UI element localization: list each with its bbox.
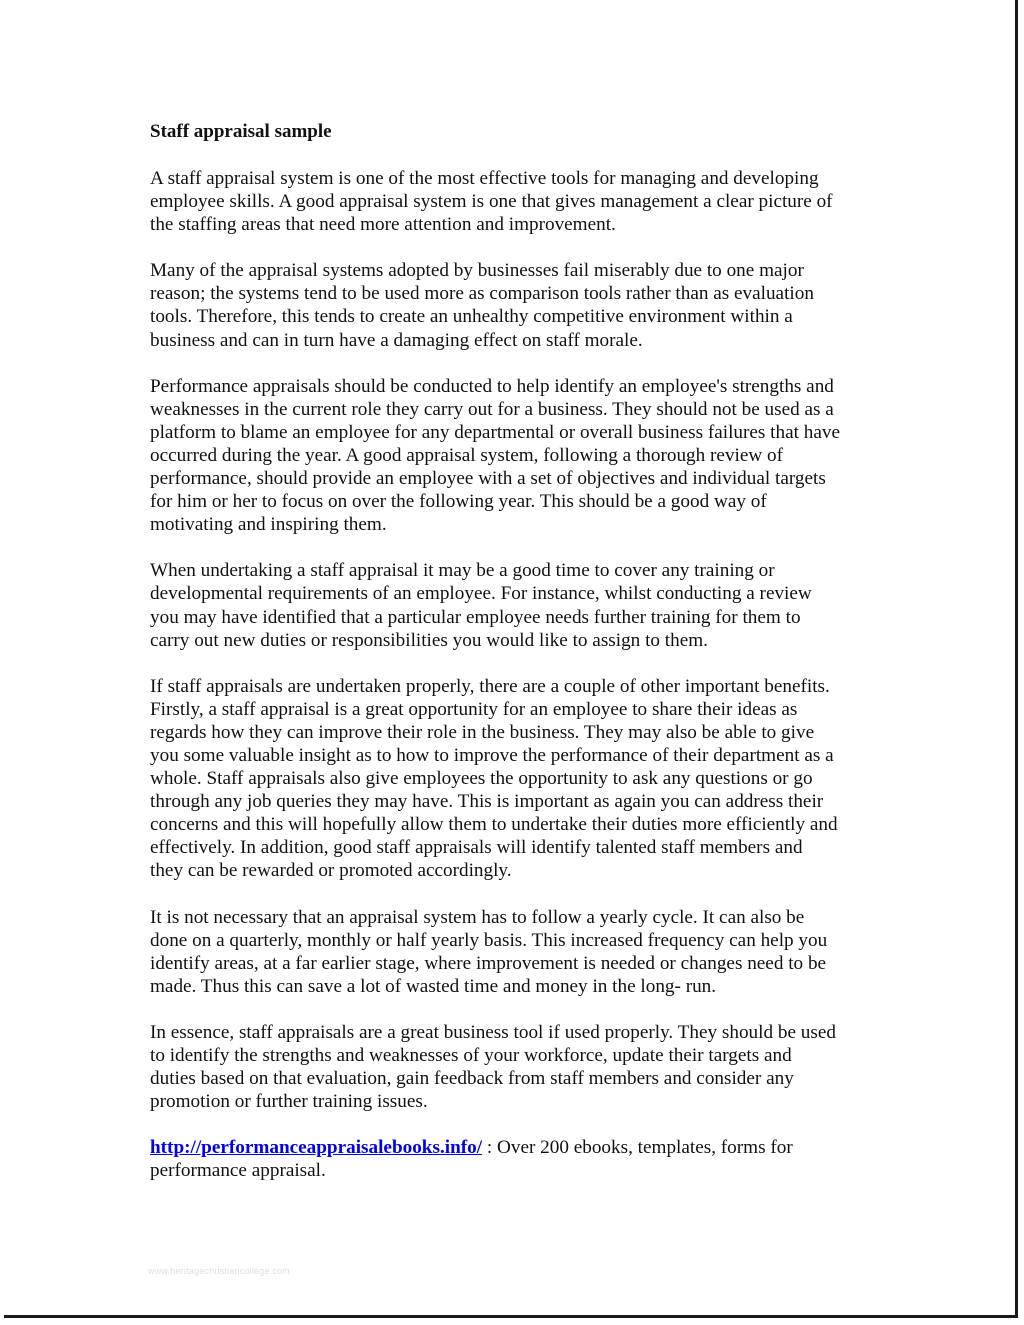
paragraph-5: If staff appraisals are undertaken properly, there are a couple of other important benefits. Firstly, a staff appraisal is a great opportunity for an employee to share their ideas as regards how they can improve their role in the business. They may also be able to give you some valuable insight as to how to improve the performance of their department as a whole. Staff appraisals also give employees the opportunity to ask any questions or go through any job queries they may have. This is important as again you can address their concerns and this will hopefully allow them to undertake their duties more efficiently and effectively. In addition, good staff appraisals will identify talented staff members and they can be rewarded or promoted accordingly. [150, 675, 838, 882]
document-body [150, 119, 880, 1205]
footer-note-text: : Over 200 ebooks, templates, forms for performance appraisal. [150, 1137, 793, 1182]
paragraph-7: In essence, staff appraisals are a great business tool if used properly. They should be used to identify the strengths and weaknesses of your workforce, update their targets and duties based on that evaluation, gain feedback from staff members and consider any promotion or further training issues. [150, 1021, 836, 1113]
paragraph-4: When undertaking a staff appraisal it may be a good time to cover any training or developmental requirements of an employee. For instance, whilst conducting a review you may have identified that a particular employee needs further training for them to carry out new duties or responsibilities you would like to assign to them. [150, 560, 812, 651]
document-title: Staff appraisal sample [150, 121, 332, 142]
paragraph-2: Many of the appraisal systems adopted by businesses fail miserably due to one major reason; the systems tend to be used more as comparison tools rather than as evaluation tools. Therefore, this tends to create an unhealthy competitive environment within a business and can in turn have a damaging effect on staff morale. [150, 260, 814, 351]
ebooks-link[interactable]: http://performanceappraisalebooks.info/ [150, 1137, 483, 1159]
watermark: www.heritagechristiancollege.com [148, 1266, 290, 1276]
footer-note [150, 1136, 880, 1182]
paragraph-3: Performance appraisals should be conducted to help identify an employee's strengths and weaknesses in the current role they carry out for a business. They should not be used as a platform to blame an employee for any departmental or overall business failures that have occurred during the year. A good appraisal system, following a thorough review of performance, should provide an employee with a set of objectives and individual targets for him or her to focus on over the following year. This should be a good way of motivating and inspiring them. [150, 375, 840, 536]
paragraph-1: A staff appraisal system is one of the most effective tools for managing and developing employee skills. A good appraisal system is one that gives management a clear picture of the staffing areas that need more attention and improvement. [150, 168, 833, 236]
paragraph-6: It is not necessary that an appraisal system has to follow a yearly cycle. It can also be done on a quarterly, monthly or half yearly basis. This increased frequency can help you identify areas, at a far earlier stage, where improvement is needed or changes need to be made. Thus this can save a lot of wasted time and money in the long- run. [150, 906, 828, 997]
